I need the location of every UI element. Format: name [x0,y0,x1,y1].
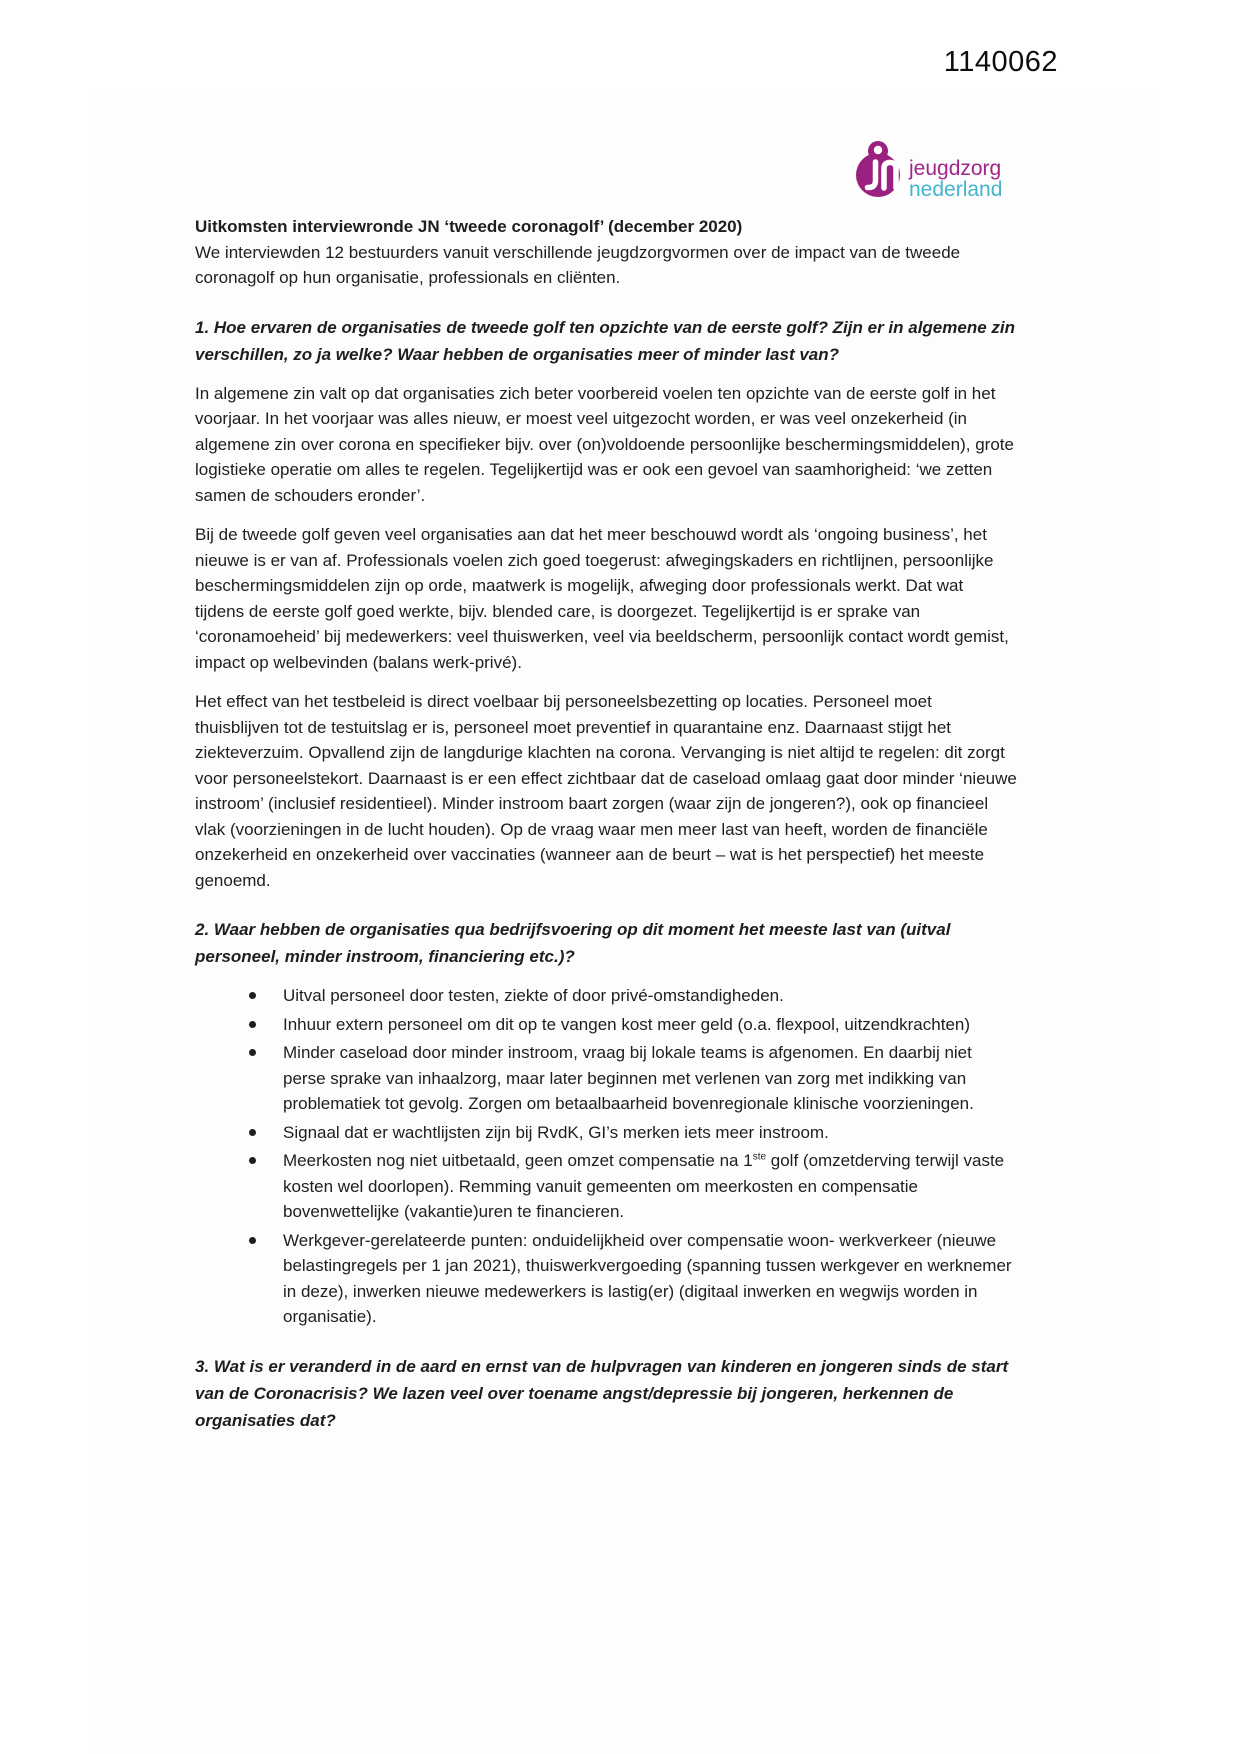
bullet-text: Uitval personeel door testen, ziekte of door privé-omstandigheden. [283,986,784,1005]
logo-wordmark-nederland: nederland [909,178,1003,201]
question-2-bullet-list [195,983,1017,1330]
document-title: Uitkomsten interviewronde JN ‘tweede coronagolf’ (december 2020) [195,217,743,236]
page-number: 1140062 [943,46,1058,78]
bullet-text: Meerkosten nog niet uitbetaald, geen omzet compensatie na 1 [283,1151,753,1170]
jeugdzorg-nederland-logo [855,140,1002,200]
bullet-text: Signaal dat er wachtlijsten zijn bij RvdK, GI’s merken iets meer instroom. [283,1122,829,1142]
bullet-item-1 [283,983,1017,1009]
bullet-item-6 [283,1228,1017,1330]
question-1-paragraph-3: Het effect van het testbeleid is direct voelbaar bij personeelsbezetting op locaties. Personeel moet thuisblijven tot de testuitslag er is, personeel moet preventief in quarantaine enz. Daarnaast stijgt het ziekteverzuim. Opvallend zijn de langdurige klachten na corona. Vervanging is niet altijd te regelen: dit zorgt voor personeelstekort. Daarnaast is er een effect zichtbaar dat de caseload omlaag gaat door minder ‘nieuwe instroom’ (inclusief residentieel). Minder instroom baart zorgen (waar zijn de jongeren?), ook op financieel vlak (voorzieningen in de lucht houden). Op de vraag waar men meer last van heeft, worden de financiële onzekerheid en onzekerheid over vaccinaties (wanneer aan de beurt – wat is het perspectief) het meeste genoemd. [195,692,1017,890]
question-1-paragraph-1: In algemene zin valt op dat organisaties zich beter voorbereid voelen ten opzichte van de eerste golf in het voorjaar. In het voorjaar was alles nieuw, er moest veel uitgezocht worden, er was veel onzekerheid (in algemene zin over corona en specifieker bijv. over (on)voldoende persoonlijke beschermingsmiddelen), grote logistieke operatie om alles te regelen. Tegelijkertijd was er ook een gevoel van saamhorigheid: ‘we zetten samen de schouders eronder’. [195,383,1014,505]
logo-wordmark-jeugdzorg: jeugdzorg [909,157,1002,180]
bullet-text: Minder caseload door minder instroom, vraag bij lokale teams is afgenomen. En daarbij niet perse sprake van inhaalzorg, maar later beginnen met verlenen van zorg met indikking van problematiek tot gevolg. Zorgen om betaalbaarheid bovenregionale klinische voorzieningen. [283,1043,974,1113]
question-1-heading: 1. Hoe ervaren de organisaties de tweede golf ten opzichte van de eerste golf? Zijn er in algemene zin verschillen, zo ja welke? Waar hebben de organisaties meer of minder last van? [195,317,1015,364]
bullet-text: Inhuur extern personeel om dit op te vangen kost meer geld (o.a. flexpool, uitzendkrachten) [283,1014,971,1034]
question-1-paragraph-2: Bij de tweede golf geven veel organisaties aan dat het meer beschouwd wordt als ‘ongoing business’, het nieuwe is er van af. Professionals voelen zich goed toegerust: afwegingskaders en richtlijnen, persoonlijke beschermingsmiddelen zijn op orde, maatwerk is mogelijk, afweging door professionals werkt. Dat wat tijdens de eerste golf goed werkte, bijv. blended care, is doorgezet. Tegelijkertijd is er sprake van ‘coronamoeheid’ bij medewerkers: veel thuiswerken, veel via beeldscherm, persoonlijk contact wordt gemist, impact op welbevinden (balans werk-privé). [195,525,1009,672]
logo-wordmark [909,140,1002,200]
document-content [195,214,1017,1447]
bullet-item-4 [283,1120,1017,1146]
bullet-item-2 [283,1012,1017,1038]
question-2-heading: 2. Waar hebben de organisaties qua bedrijfsvoering op dit moment het meeste last van (uitval personeel, minder instroom, financiering etc.)? [195,920,951,966]
ordinal-superscript: ste [752,1151,767,1163]
bullet-text: Werkgever-gerelateerde punten: onduidelijkheid over compensatie woon- werkverkeer (nieuwe belastingregels per 1 jan 2021), thuiswerkvergoeding (spanning tussen werkgever en werknemer in deze), inwerken nieuwe medewerkers is lastig(er) (digitaal inwerken en wegwijs worden in organisatie). [283,1230,1012,1326]
bullet-text: golf (omzetderving terwijl vaste kosten wel doorlopen). Remming vanuit gemeenten om meerkosten en compensatie bovenwettelijke (vakantie)uren te financieren. [283,1151,1005,1221]
bullet-item-3 [283,1040,1017,1117]
intro-paragraph: We interviewden 12 bestuurders vanuit verschillende jeugdzorgvormen over de impact van de tweede coronagolf op hun organisatie, professionals en cliënten. [195,242,961,287]
bullet-item-5 [283,1148,1017,1225]
jn-badge-icon [855,140,901,198]
question-3-heading: 3. Wat is er veranderd in de aard en ernst van de hulpvragen van kinderen en jongeren sinds de start van de Coronacrisis? We lazen veel over toename angst/depressie bij jongeren, herkennen de organisaties dat? [195,1356,1009,1430]
